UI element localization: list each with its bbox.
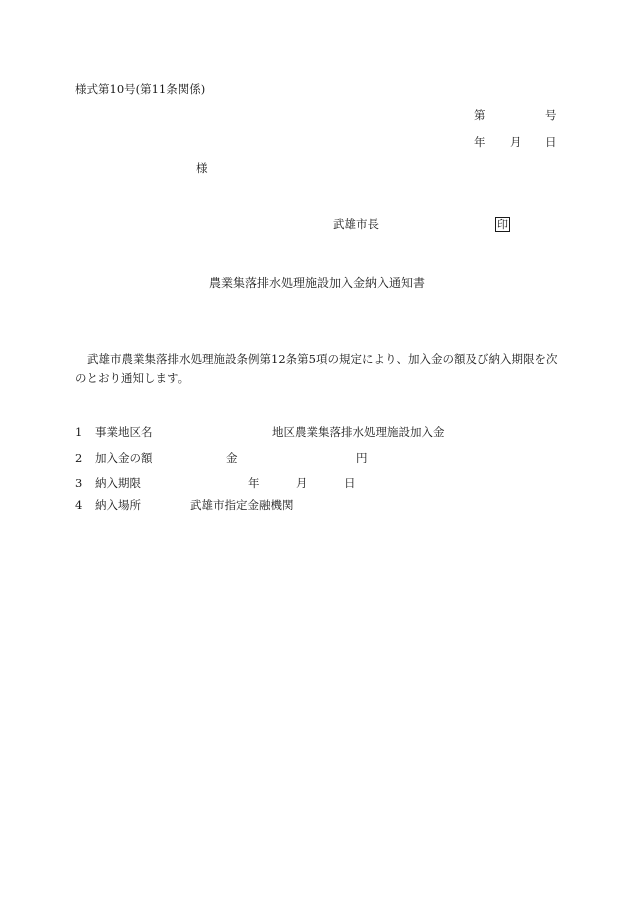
item-deadline-day: 日 xyxy=(344,476,356,490)
item-deadline-year: 年 xyxy=(248,476,260,490)
item-value-district: 地区農業集落排水処理施設加入金 xyxy=(272,425,445,439)
addressee-honorific: 様 xyxy=(196,161,208,175)
body-paragraph: 武雄市農業集落排水処理施設条例第12条第5項の規定により、加入金の額及び納入期限を次のとおり通知します。 xyxy=(75,352,558,385)
issuer-name: 武雄市長 xyxy=(333,217,379,231)
item-number: 3 xyxy=(75,476,83,490)
doc-number-dai: 第 xyxy=(474,108,486,122)
document-title: 農業集落排水処理施設加入金納入通知書 xyxy=(209,276,426,290)
item-number: 2 xyxy=(75,451,83,465)
item-label-deadline: 納入期限 xyxy=(95,476,141,490)
item-number: 4 xyxy=(75,498,83,512)
doc-number-go: 号 xyxy=(545,108,557,122)
issue-date-month: 月 xyxy=(510,135,522,149)
form-number: 様式第10号(第11条関係) xyxy=(75,82,206,96)
item-amount-en: 円 xyxy=(356,451,368,465)
seal-stamp: 印 xyxy=(497,218,508,231)
item-value-place: 武雄市指定金融機関 xyxy=(190,498,294,512)
item-amount-kin: 金 xyxy=(226,451,238,465)
item-label-amount: 加入金の額 xyxy=(95,451,153,465)
item-label-place: 納入場所 xyxy=(95,498,141,512)
item-deadline-month: 月 xyxy=(296,476,308,490)
issue-date-day: 日 xyxy=(545,135,557,149)
issue-date-year: 年 xyxy=(474,135,486,149)
item-number: 1 xyxy=(75,425,83,439)
item-label-district: 事業地区名 xyxy=(95,425,153,439)
